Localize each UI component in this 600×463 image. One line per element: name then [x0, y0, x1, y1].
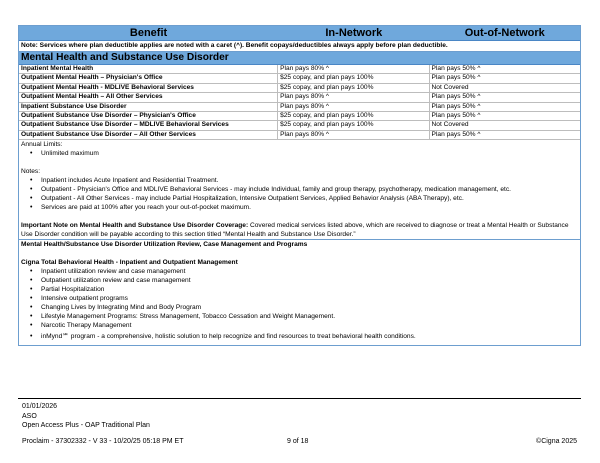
out-of-network-cell: Plan pays 50% ^: [431, 130, 481, 138]
list-item: • Inpatient utilization review and case management: [41, 267, 578, 276]
table-row: [19, 121, 580, 130]
list-item: • Intensive outpatient programs: [41, 294, 578, 303]
list-item: • Narcotic Therapy Management: [41, 321, 578, 330]
in-network-cell: $25 copay, and plan pays 100%: [278, 74, 429, 82]
footer-divider: [18, 398, 581, 399]
programs-list: [21, 267, 578, 341]
in-network-cell: Plan pays 80% ^: [278, 93, 429, 101]
footer-info: [22, 402, 150, 431]
benefit-cell: Outpatient Mental Health - MDLIVE Behavioral Services: [19, 84, 278, 92]
funding-type: ASO: [22, 412, 37, 420]
benefit-cell: Inpatient Mental Health: [19, 65, 278, 73]
table-row: [19, 74, 580, 83]
table-row: [19, 103, 580, 112]
benefit-cell: Outpatient Mental Health – Physician's Office: [19, 74, 278, 82]
out-of-network-cell: Not Covered: [431, 83, 469, 91]
out-of-network-cell: Plan pays 50% ^: [431, 111, 481, 119]
header-out-of-network: Out-of-Network: [464, 27, 545, 39]
benefit-cell: Outpatient Substance Use Disorder – All Other Services: [19, 131, 278, 139]
header-in-network: In-Network: [325, 27, 383, 39]
list-item: • inMynd℠ program - a comprehensive, holistic solution to help recognize and find resources to treat behavioral health conditions.: [41, 332, 578, 341]
out-of-network-cell: Plan pays 50% ^: [431, 65, 481, 72]
copyright: ©Cigna 2025: [536, 438, 577, 445]
limits-and-notes: [19, 140, 580, 239]
table-row: [19, 93, 580, 102]
section-title: Mental Health and Substance Use Disorder: [19, 52, 580, 65]
notes-list: [21, 176, 578, 212]
in-network-cell: Plan pays 80% ^: [278, 65, 429, 73]
out-of-network-cell: Plan pays 50% ^: [431, 74, 481, 82]
utilization-title: Mental Health/Substance Use Disorder Utilization Review, Case Management and Programs: [21, 241, 308, 249]
table-row: [19, 112, 580, 121]
list-item: • Unlimited maximum: [41, 149, 578, 158]
important-note-text: Covered medical services listed above, which are received to diagnose or treat a Mental Health or Substance Use Disorder condition will be payable according to this section titled “Mental Health and Substance Use Disorder.”: [21, 222, 569, 239]
cigna-behavioral-title: Cigna Total Behavioral Health - Inpatient and Outpatient Management: [21, 259, 238, 267]
in-network-cell: Plan pays 80% ^: [278, 131, 429, 139]
effective-date: 01/01/2026: [22, 403, 58, 410]
list-item: • Inpatient includes Acute Inpatient and Residential Treatment.: [41, 176, 578, 185]
list-item: • Services are paid at 100% after you reach your out-of-pocket maximum.: [41, 203, 578, 212]
deductible-note: Note: Services where plan deductible applies are noted with a caret (^). Benefit copays/deductibles always apply before plan deductible.: [19, 41, 580, 52]
table-row: [19, 84, 580, 93]
benefit-cell: Inpatient Substance Use Disorder: [19, 103, 278, 111]
benefit-cell: Outpatient Substance Use Disorder – Physician's Office: [19, 112, 278, 120]
programs-block: [19, 239, 580, 345]
list-item: • Outpatient - All Other Services - may include Partial Hospitalization, Intensive Outpatient Services, Applied Behavior Analysis (ABA Therapy), etc.: [41, 194, 578, 203]
table-row: [19, 131, 580, 140]
out-of-network-cell: Plan pays 50% ^: [431, 102, 481, 110]
important-note-heading: Important Note on Mental Health and Substance Use Disorder Coverage:: [21, 222, 249, 230]
important-note: [21, 221, 578, 239]
page-number: 9 of 18: [287, 438, 309, 445]
in-network-cell: $25 copay, and plan pays 100%: [278, 112, 429, 120]
header-benefit: Benefit: [129, 27, 168, 39]
annual-limits-list: [21, 149, 578, 158]
benefits-table: [18, 25, 581, 346]
in-network-cell: Plan pays 80% ^: [278, 103, 429, 111]
benefit-cell: Outpatient Mental Health – All Other Services: [19, 93, 278, 101]
table-header-row: [19, 26, 580, 41]
list-item: • Changing Lives by Integrating Mind and Body Program: [41, 303, 578, 312]
list-item: • Outpatient - Physician's Office and MDLIVE Behavioral Services - may include Individual, family and group therapy, psychotherapy, medication management, etc.: [41, 185, 578, 194]
in-network-cell: $25 copay, and plan pays 100%: [278, 84, 429, 92]
proclaim-id: Proclaim - 37302332 - V 33 - 10/20/25 05:18 PM ET: [22, 438, 184, 445]
out-of-network-cell: Not Covered: [431, 121, 469, 129]
list-item: • Lifestyle Management Programs: Stress Management, Tobacco Cessation and Weight Management.: [41, 312, 578, 321]
in-network-cell: $25 copay, and plan pays 100%: [278, 121, 429, 129]
out-of-network-cell: Plan pays 50% ^: [431, 93, 481, 101]
table-row: [19, 65, 580, 74]
notes-label: Notes:: [21, 168, 41, 176]
benefit-cell: Outpatient Substance Use Disorder – MDLIVE Behavioral Services: [19, 121, 278, 129]
list-item: • Partial Hospitalization: [41, 285, 578, 294]
annual-limits-label: Annual Limits:: [21, 141, 63, 149]
list-item: • Outpatient utilization review and case management: [41, 276, 578, 285]
plan-name: Open Access Plus - OAP Traditional Plan: [22, 422, 150, 429]
